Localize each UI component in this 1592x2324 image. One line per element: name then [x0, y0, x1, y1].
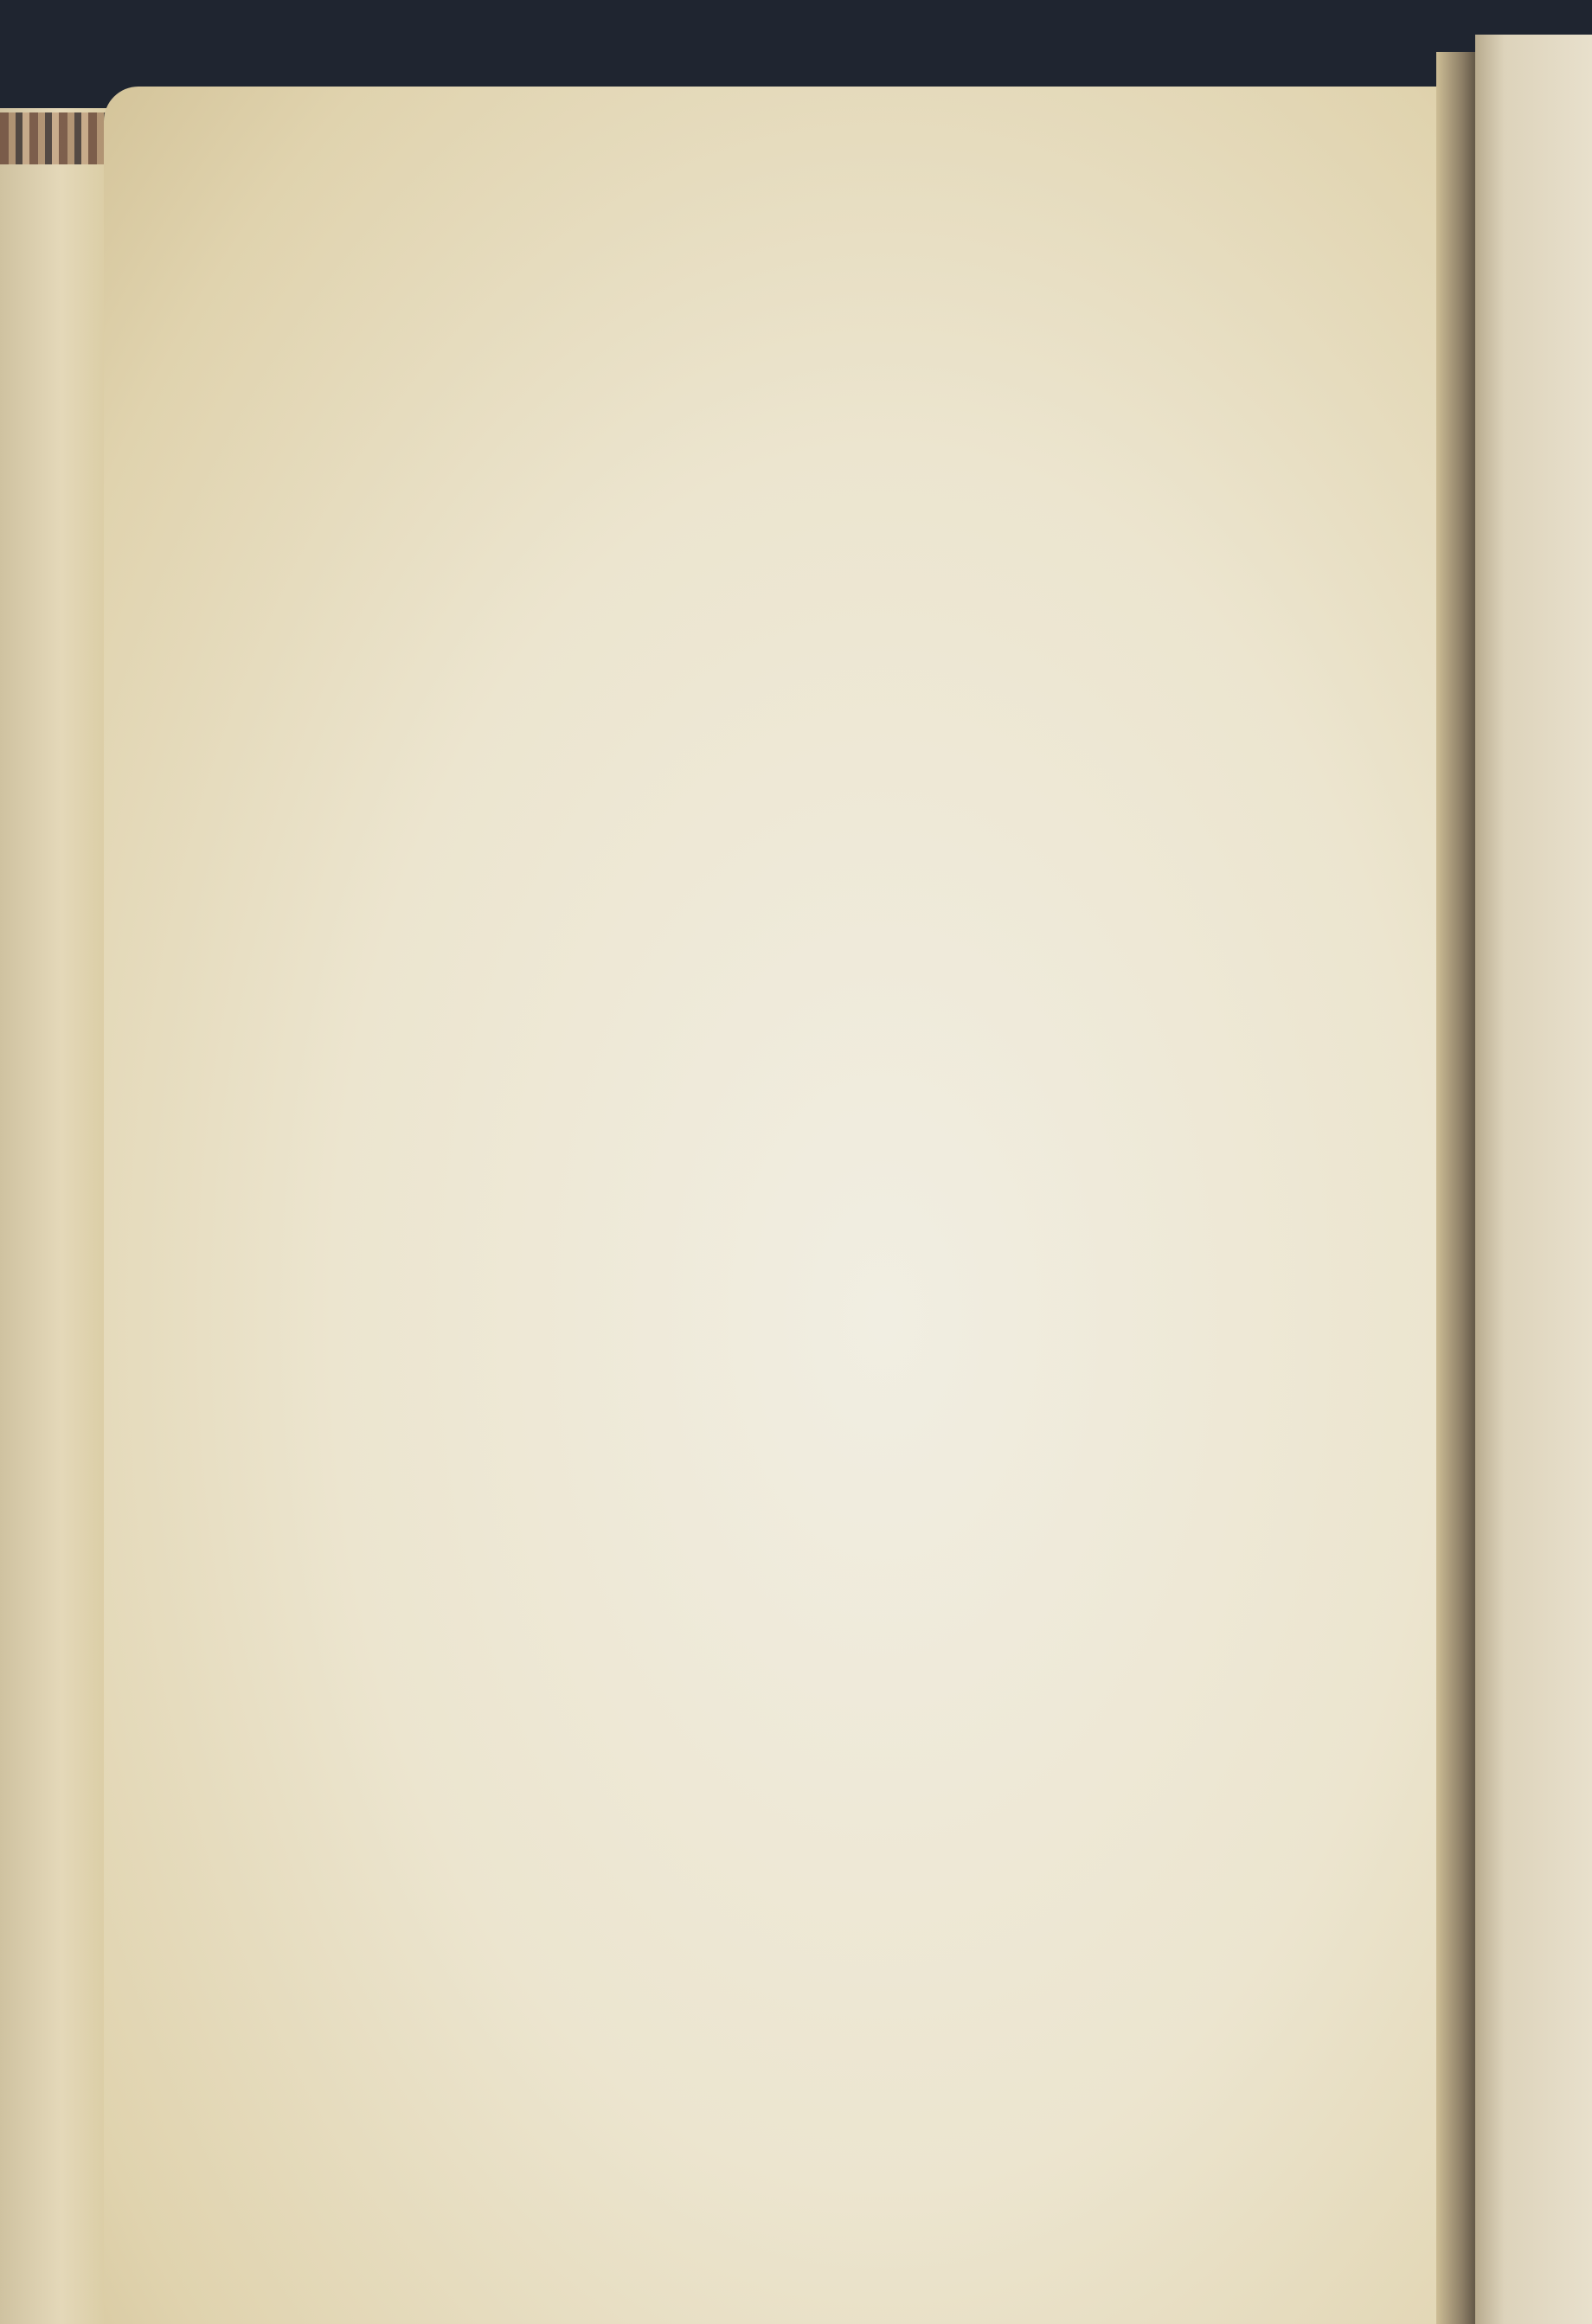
facing-page [1475, 35, 1592, 2324]
book-page [104, 87, 1523, 2324]
